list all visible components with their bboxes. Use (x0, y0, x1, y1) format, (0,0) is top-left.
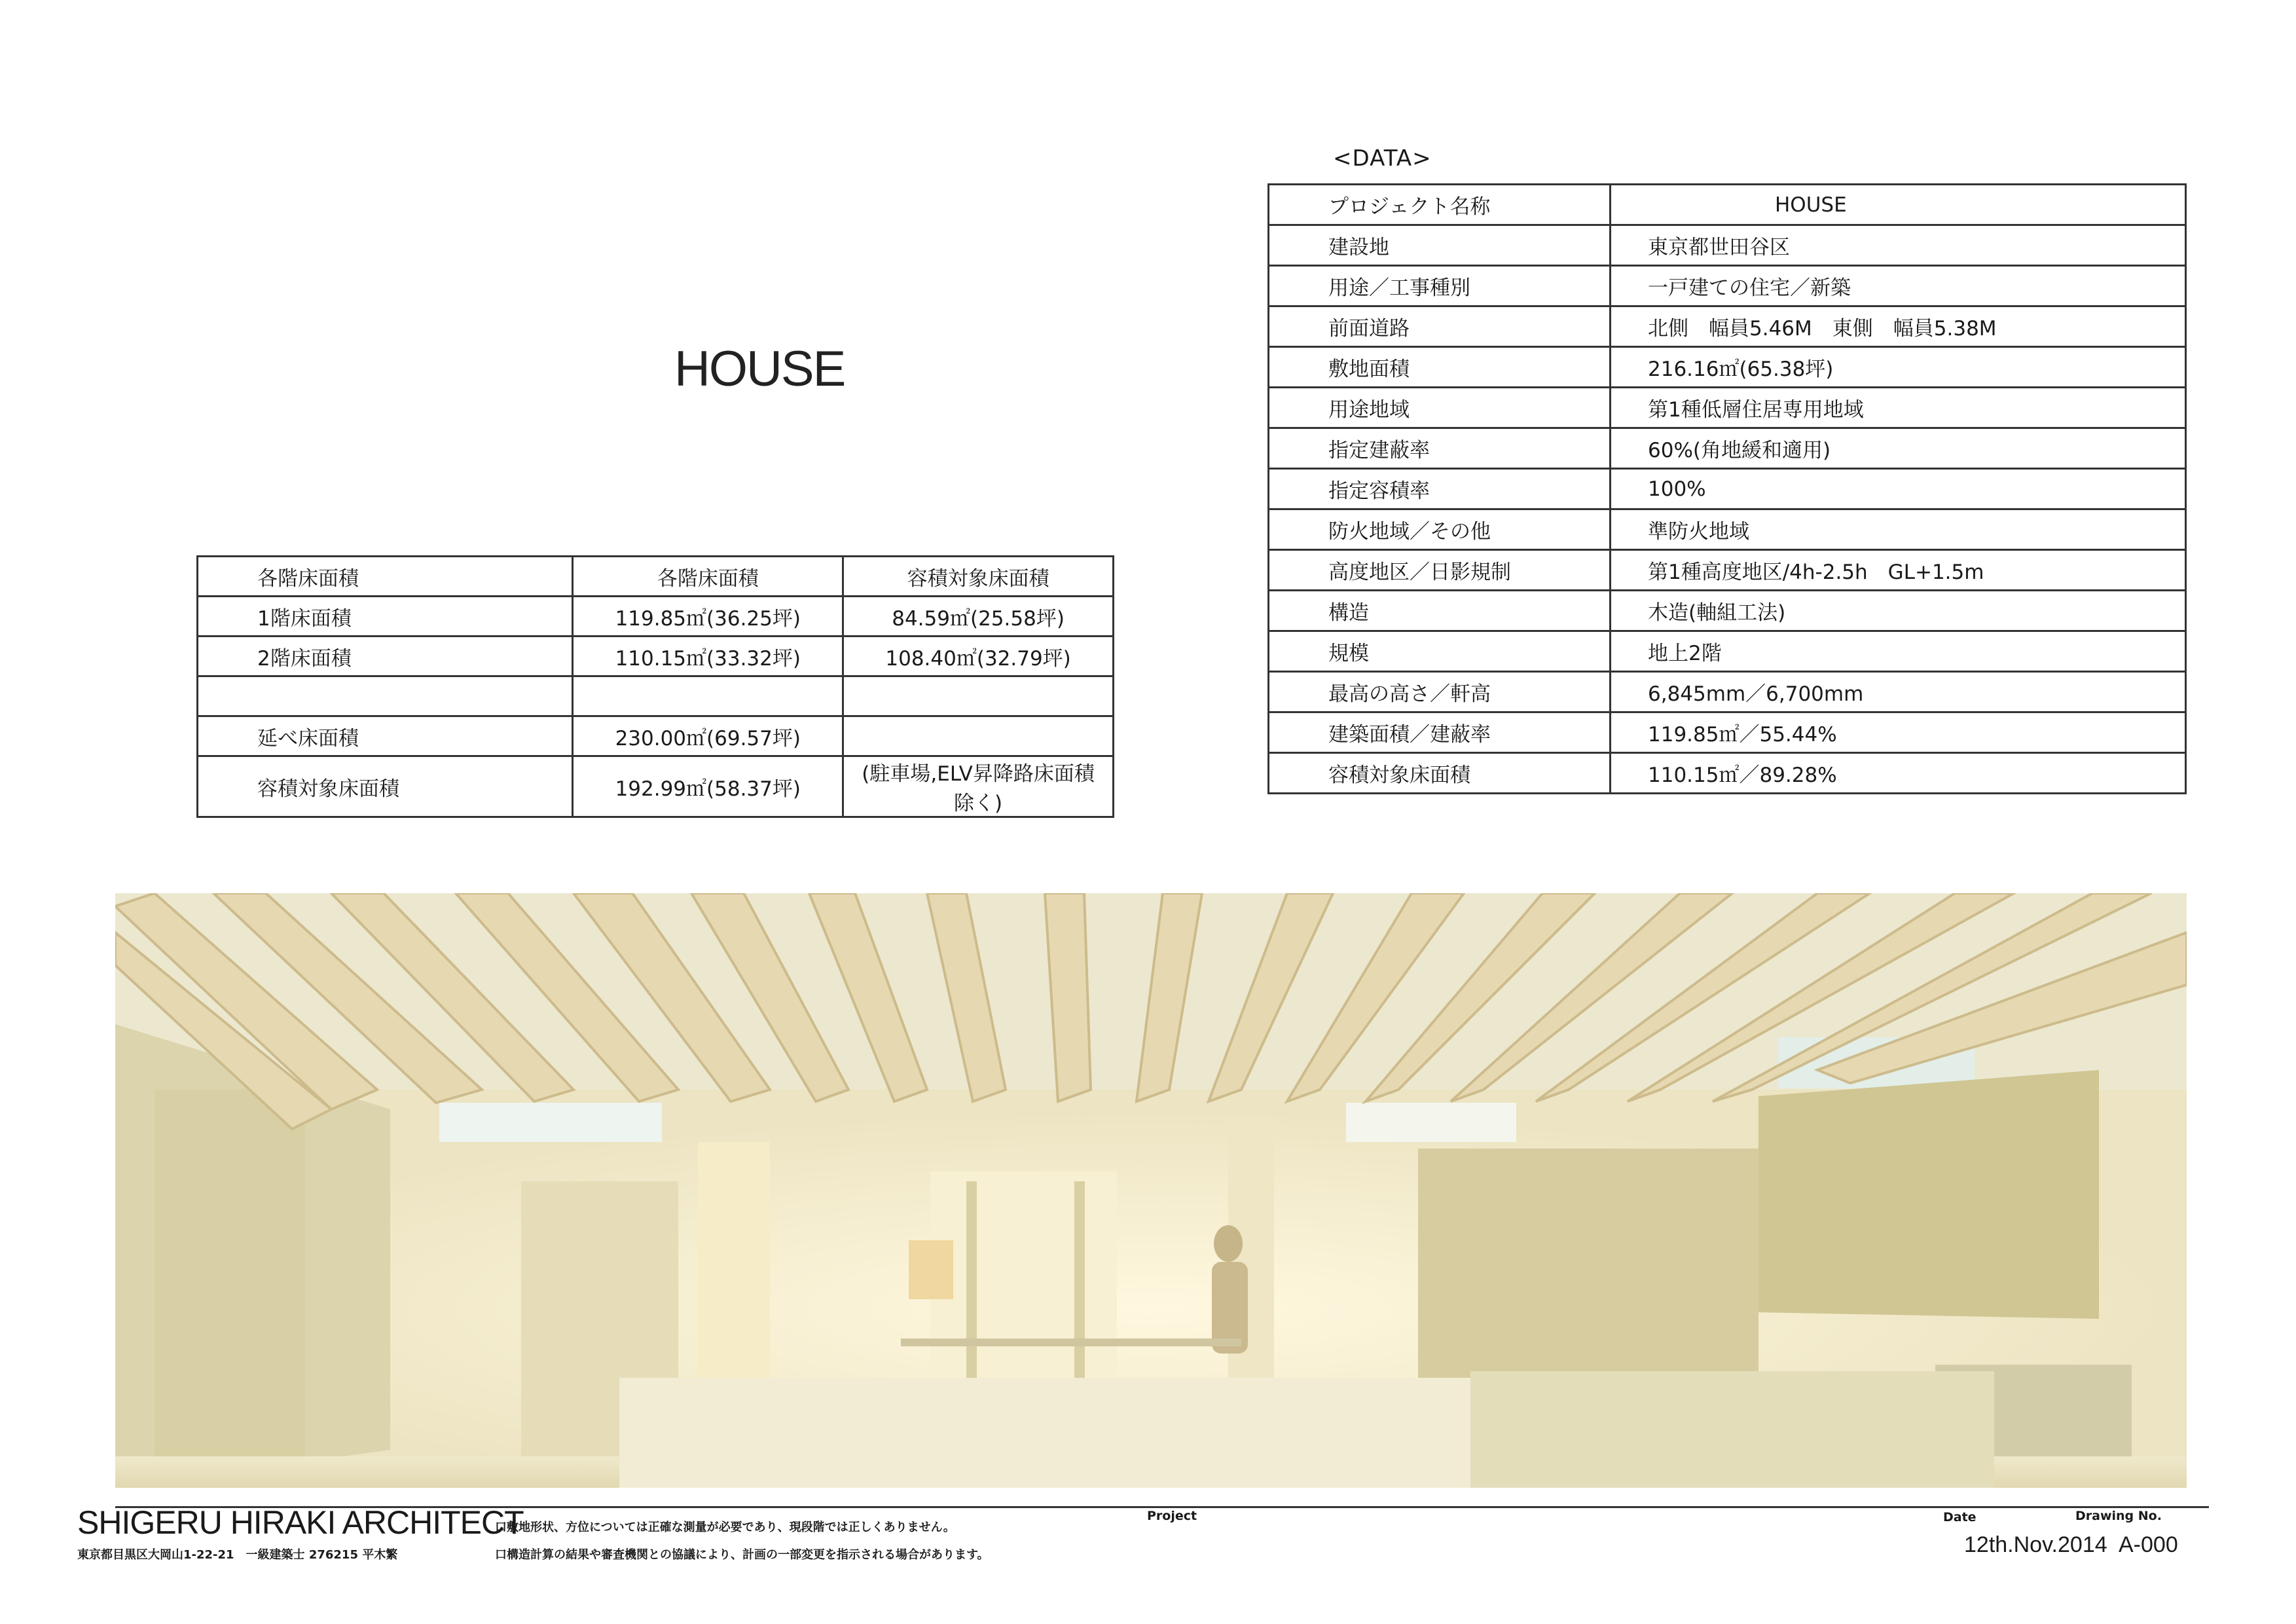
data-item-label: 容積対象床面積 (1269, 753, 1611, 794)
area-table-cell (843, 716, 1114, 756)
area-table-cell: 容積対象床面積 (843, 557, 1114, 597)
area-table-row (198, 716, 1114, 756)
area-table-cell: 110.15㎡(33.32坪) (573, 637, 843, 676)
area-table-cell: 192.99㎡(58.37坪) (573, 756, 843, 817)
area-table-row (198, 597, 1114, 637)
data-item-label: 前面道路 (1269, 306, 1611, 347)
data-table-row (1269, 591, 2186, 631)
area-table-cell: 84.59㎡(25.58坪) (843, 597, 1114, 637)
data-item-label: 規模 (1269, 631, 1611, 672)
data-item-value: 木造(軸組工法) (1611, 591, 2186, 631)
data-item-value: 110.15㎡／89.28% (1611, 753, 2186, 794)
data-item-label: 指定建蔽率 (1269, 428, 1611, 469)
drawing-number: A-000 (2119, 1532, 2178, 1557)
data-table-row (1269, 672, 2186, 712)
data-item-value: 216.16㎡(65.38坪) (1611, 347, 2186, 388)
data-table-row (1269, 509, 2186, 550)
data-item-value: 東京都世田谷区 (1611, 225, 2186, 266)
data-item-label: 構造 (1269, 591, 1611, 631)
data-item-label: 用途／工事種別 (1269, 266, 1611, 306)
area-table-row (198, 756, 1114, 817)
area-table-cell (198, 676, 573, 716)
data-item-label: 建築面積／建蔽率 (1269, 712, 1611, 753)
data-table-row (1269, 712, 2186, 753)
data-item-label: 建設地 (1269, 225, 1611, 266)
data-item-value: 北側 幅員5.46M 東側 幅員5.38M (1611, 306, 2186, 347)
data-table-row (1269, 469, 2186, 509)
area-table-cell: (駐車場,ELV昇降路床面積除く) (843, 756, 1114, 817)
data-section-label: <DATA> (1333, 145, 1432, 172)
area-table-cell: 230.00㎡(69.57坪) (573, 716, 843, 756)
data-item-value: 第1種高度地区/4h-2.5h GL+1.5m (1611, 550, 2186, 591)
data-item-value: 地上2階 (1611, 631, 2186, 672)
data-item-value: 一戸建ての住宅／新築 (1611, 266, 2186, 306)
data-item-value: 6,845mm／6,700mm (1611, 672, 2186, 712)
data-table-row (1269, 753, 2186, 794)
area-table-row (198, 637, 1114, 676)
data-item-label: 最高の高さ／軒高 (1269, 672, 1611, 712)
data-item-value: 100% (1611, 469, 2186, 509)
area-table-cell: 延べ床面積 (198, 716, 573, 756)
area-table-cell: 108.40㎡(32.79坪) (843, 637, 1114, 676)
data-table-row (1269, 428, 2186, 469)
data-table-row (1269, 225, 2186, 266)
data-item-label: 用途地域 (1269, 388, 1611, 428)
data-item-label: プロジェクト名称 (1269, 185, 1611, 225)
note-site-survey: 口敷地形状、方位については正確な測量が必要であり、現段階では正しくありません。 (495, 1521, 955, 1534)
office-address: 東京都目黒区大岡山1-22-21 一級建築士 276215 平木繁 (77, 1548, 398, 1562)
data-item-label: 指定容積率 (1269, 469, 1611, 509)
data-item-value: 60%(角地緩和適用) (1611, 428, 2186, 469)
data-table-row (1269, 266, 2186, 306)
data-table-row (1269, 347, 2186, 388)
area-table-cell (843, 676, 1114, 716)
note-structure: 口構造計算の結果や審査機関との協議により、計画の一部変更を指示される場合があります。 (495, 1548, 989, 1562)
area-table-cell: 1階床面積 (198, 597, 573, 637)
data-item-value: 準防火地域 (1611, 509, 2186, 550)
office-name: SHIGERU HIRAKI ARCHITECT (77, 1504, 524, 1541)
data-item-label: 敷地面積 (1269, 347, 1611, 388)
area-table-row (198, 557, 1114, 597)
area-table-cell: 119.85㎡(36.25坪) (573, 597, 843, 637)
data-table-row (1269, 388, 2186, 428)
project-data-table (1267, 183, 2187, 794)
area-table-cell (573, 676, 843, 716)
area-table-row (198, 676, 1114, 716)
area-table-cell: 各階床面積 (198, 557, 573, 597)
floor-area-table (196, 555, 1114, 818)
data-item-value: 第1種低層住居専用地域 (1611, 388, 2186, 428)
data-item-label: 高度地区／日影規制 (1269, 550, 1611, 591)
data-table-row (1269, 185, 2186, 225)
project-label: Project (1147, 1509, 1197, 1523)
area-table-cell: 2階床面積 (198, 637, 573, 676)
data-item-value: 119.85㎡／55.44% (1611, 712, 2186, 753)
data-table-row (1269, 631, 2186, 672)
data-item-label: 防火地域／その他 (1269, 509, 1611, 550)
drawing-date: 12th.Nov.2014 (1964, 1532, 2107, 1557)
drawing-number-label: Drawing No. (2075, 1509, 2162, 1523)
data-item-value: HOUSE (1611, 185, 2186, 225)
area-table-cell: 容積対象床面積 (198, 756, 573, 817)
interior-rendering (115, 893, 2187, 1488)
page-title: HOUSE (674, 341, 845, 397)
date-label: Date (1943, 1510, 1977, 1524)
data-table-row (1269, 550, 2186, 591)
area-table-cell: 各階床面積 (573, 557, 843, 597)
data-table-row (1269, 306, 2186, 347)
